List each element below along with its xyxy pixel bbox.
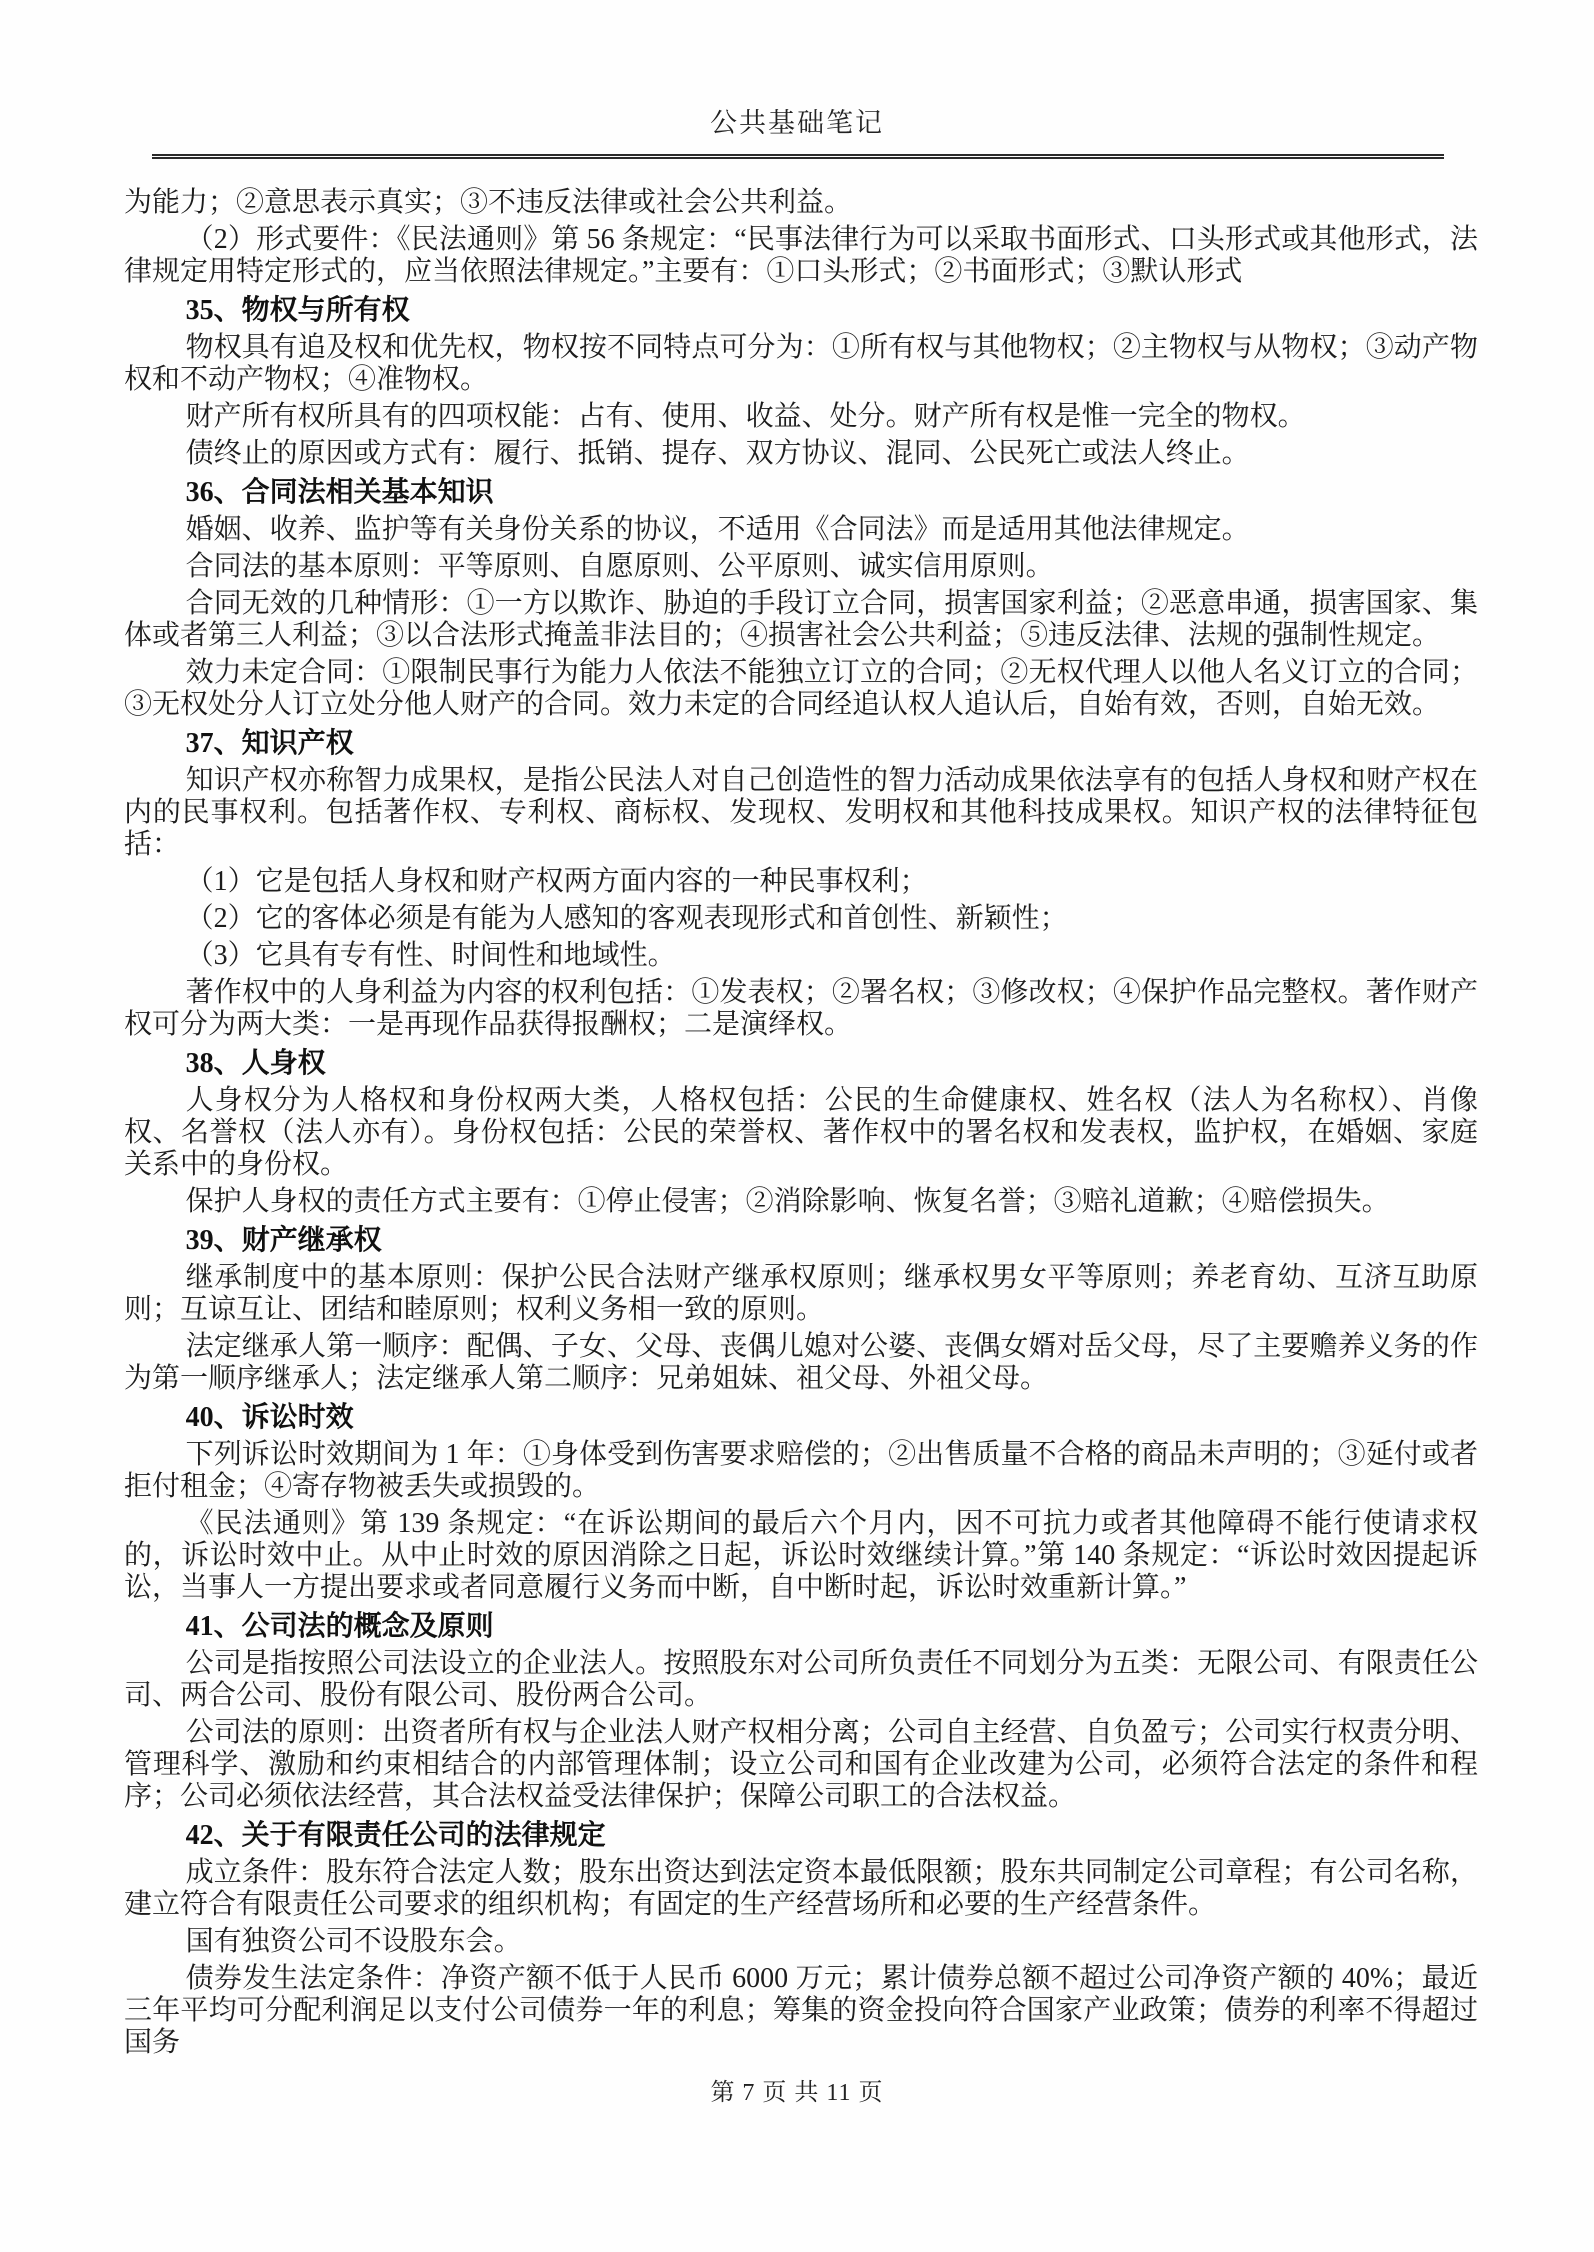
paragraph: 继承制度中的基本原则：保护公民合法财产继承权原则；继承权男女平等原则；养老育幼、互济互助原则；互谅互让、团结和睦原则；权利义务相一致的原则。 (124, 1262, 1478, 1325)
section-heading: 40、诉讼时效 (185, 1402, 354, 1433)
paragraph: （2）它的客体必须是有能为人感知的客观表现形式和首创性、新颖性； (185, 903, 1068, 934)
section-heading: 41、公司法的概念及原则 (185, 1611, 494, 1642)
paragraph: （3）它具有专有性、时间性和地域性。 (185, 940, 676, 971)
paragraph: 国有独资公司不设股东会。 (185, 1926, 522, 1957)
paragraph: 公司是指按照公司法设立的企业法人。按照股东对公司所负责任不同划分为五类：无限公司、有限责任公司、两合公司、股份有限公司、股份两合公司。 (124, 1648, 1478, 1711)
section-heading: 35、物权与所有权 (185, 295, 410, 326)
paragraph: 财产所有权所具有的四项权能：占有、使用、收益、处分。财产所有权是惟一完全的物权。 (185, 401, 1306, 432)
paragraph: 效力未定合同：①限制民事行为能力人依法不能独立订立的合同；②无权代理人以他人名义订立的合同；③无权处分人订立处分他人财产的合同。效力未定的合同经追认权人追认后，自始有效，否则，自始无效。 (124, 657, 1478, 720)
section-heading: 36、合同法相关基本知识 (185, 477, 494, 508)
paragraph: 公司法的原则：出资者所有权与企业法人财产权相分离；公司自主经营、自负盈亏；公司实行权责分明、管理科学、激励和约束相结合的内部管理体制；设立公司和国有企业改建为公司，必须符合法定的条件和程序；公司必须依法经营，其合法权益受法律保护；保障公司职工的合法权益。 (124, 1717, 1478, 1812)
section-heading: 37、知识产权 (185, 728, 354, 759)
paragraph: 为能力；②意思表示真实；③不违反法律或社会公共利益。 (124, 187, 853, 218)
paragraph: 合同无效的几种情形：①一方以欺诈、胁迫的手段订立合同，损害国家利益；②恶意串通，损害国家、集体或者第三人利益；③以合法形式掩盖非法目的；④损害社会公共利益；⑤违反法律、法规的强制性规定。 (124, 588, 1478, 651)
document-body (124, 187, 1478, 2059)
paragraph: 合同法的基本原则：平等原则、自愿原则、公平原则、诚实信用原则。 (185, 551, 1054, 582)
paragraph: 下列诉讼时效期间为 1 年：①身体受到伤害要求赔偿的；②出售质量不合格的商品未声明的；③延付或者拒付租金；④寄存物被丢失或损毁的。 (124, 1439, 1478, 1502)
paragraph: 保护人身权的责任方式主要有：①停止侵害；②消除影响、恢复名誉；③赔礼道歉；④赔偿损失。 (185, 1186, 1390, 1217)
paragraph: 《民法通则》第 139 条规定：“在诉讼期间的最后六个月内，因不可抗力或者其他障碍不能行使请求权的，诉讼时效中止。从中止时效的原因消除之日起，诉讼时效继续计算。”第 140 条规定：“诉讼时效因提起诉讼，当事人一方提出要求或者同意履行义务而中断，自中断时起，诉讼时效重新计算。” (124, 1508, 1478, 1603)
header-rule (152, 154, 1444, 159)
paragraph: （2）形式要件：《民法通则》第 56 条规定：“民事法律行为可以采取书面形式、口头形式或其他形式，法律规定用特定形式的，应当依照法律规定。”主要有：①口头形式；②书面形式；③默认形式 (124, 224, 1478, 287)
paragraph: 人身权分为人格权和身份权两大类，人格权包括：公民的生命健康权、姓名权（法人为名称权）、肖像权、名誉权（法人亦有）。身份权包括：公民的荣誉权、著作权中的署名权和发表权，监护权，在婚姻、家庭关系中的身份权。 (124, 1085, 1478, 1180)
section-heading: 38、人身权 (185, 1048, 326, 1079)
document-header (0, 0, 1594, 159)
paragraph: 债终止的原因或方式有：履行、抵销、提存、双方协议、混同、公民死亡或法人终止。 (185, 438, 1250, 469)
paragraph: 债券发生法定条件：净资产额不低于人民币 6000 万元；累计债券总额不超过公司净资产额的 40%；最近三年平均可分配利润足以支付公司债券一年的利息；筹集的资金投向符合国家产业政策；债券的利率不得超过国务 (124, 1963, 1478, 2058)
paragraph: 物权具有追及权和优先权，物权按不同特点可分为：①所有权与其他物权；②主物权与从物权；③动产物权和不动产物权；④准物权。 (124, 332, 1478, 395)
paragraph: 成立条件：股东符合法定人数；股东出资达到法定资本最低限额；股东共同制定公司章程；有公司名称，建立符合有限责任公司要求的组织机构；有固定的生产经营场所和必要的生产经营条件。 (124, 1857, 1478, 1920)
paragraph: （1）它是包括人身权和财产权两方面内容的一种民事权利； (185, 866, 928, 897)
paragraph: 知识产权亦称智力成果权，是指公民法人对自己创造性的智力活动成果依法享有的包括人身权和财产权在内的民事权利。包括著作权、专利权、商标权、发现权、发明权和其他科技成果权。知识产权的法律特征包括： (124, 765, 1478, 860)
section-heading: 39、财产继承权 (185, 1225, 382, 1256)
paragraph: 法定继承人第一顺序：配偶、子女、父母、丧偶儿媳对公婆、丧偶女婿对岳父母，尽了主要赡养义务的作为第一顺序继承人；法定继承人第二顺序：兄弟姐妹、祖父母、外祖父母。 (124, 1331, 1478, 1394)
page-title: 公共基础笔记 (710, 108, 884, 138)
paragraph: 婚姻、收养、监护等有关身份关系的协议，不适用《合同法》而是适用其他法律规定。 (185, 514, 1250, 545)
page-number: 第 7 页 共 11 页 (710, 2080, 884, 2106)
paragraph: 著作权中的人身利益为内容的权利包括：①发表权；②署名权；③修改权；④保护作品完整权。著作财产权可分为两大类：一是再现作品获得报酬权；二是演绎权。 (124, 977, 1478, 1040)
section-heading: 42、关于有限责任公司的法律规定 (185, 1820, 606, 1851)
